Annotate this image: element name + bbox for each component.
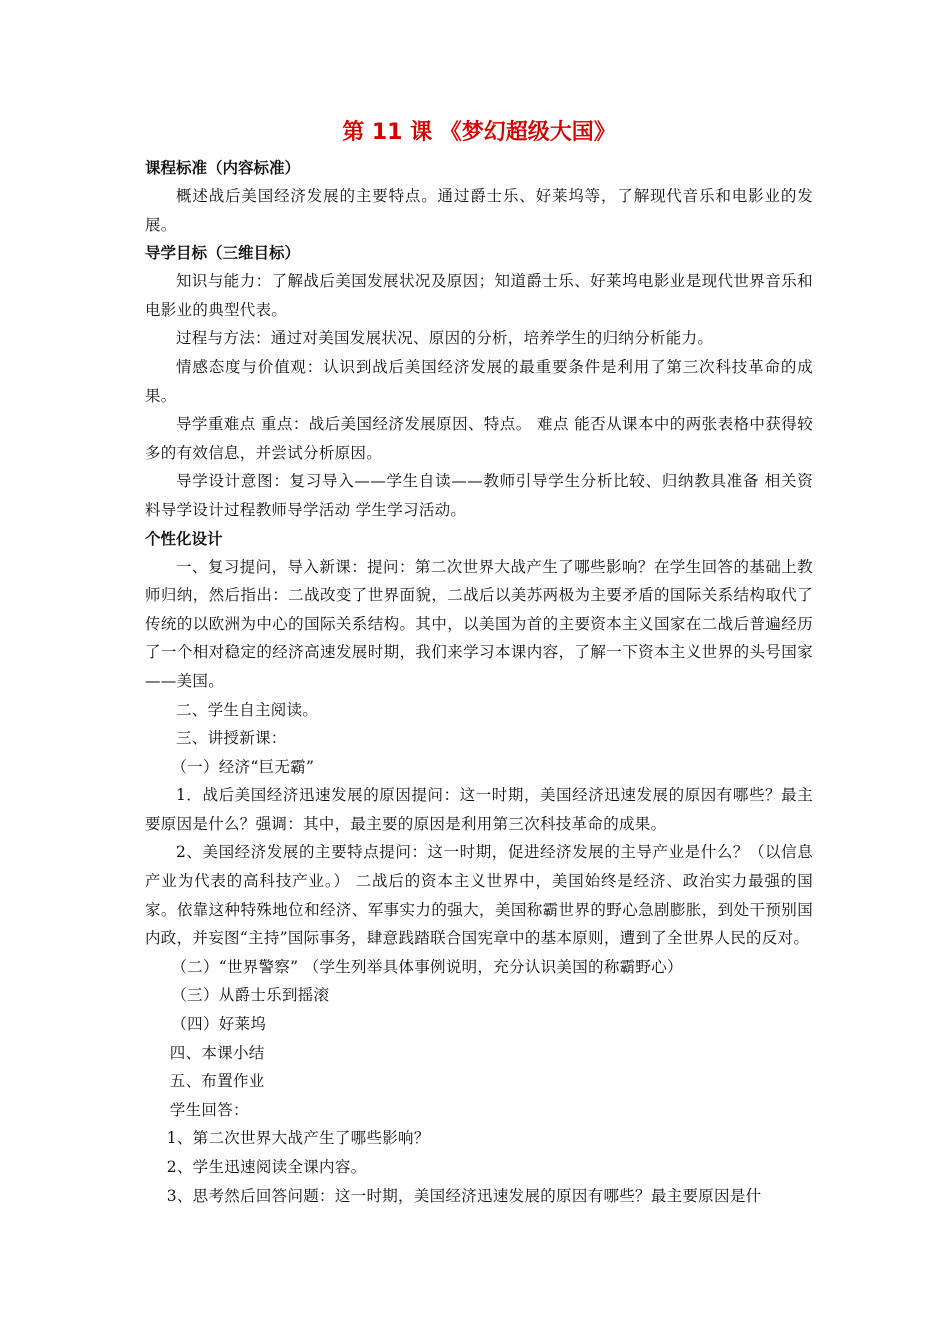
design-subheading-jazz: （三）从爵士乐到摇滚 bbox=[171, 986, 330, 1005]
lesson-title: 第 11 课 《梦幻超级大国》 bbox=[342, 120, 616, 145]
design-paragraph-features: 2、美国经济发展的主要特点提问：这一时期，促进经济发展的主导产业是什么？（以信息产业为代表的高科技产业。） 二战后的资本主义世界中，美国始终是经济、政治实力最强的国家。依靠这种特殊地位和经济、军事实力的强大，美国称霸世界的野心急剧膨胀，到处干预别国内政，并妄图“主持”国际事务，肆意践踏联合国宪章中的基本原则，遭到了全世界人民的反对。 bbox=[145, 843, 813, 948]
goals-paragraph-intent: 导学设计意图：复习导入——学生自读——教师引导学生分析比较、归纳教具准备 相关资料导学设计过程教师导学活动 学生学习活动。 bbox=[145, 472, 813, 519]
design-paragraph-review: 一、复习提问，导入新课：提问：第二次世界大战产生了哪些影响？在学生回答的基础上教师归纳，然后指出：二战改变了世界面貌，二战后以美苏两极为主要矛盾的国际关系结构取代了传统的以欧洲为中心的国际关系结构。其中，以美国为首的主要资本主义国家在二战后普遍经历了一个相对稳定的经济高速发展时期，我们来学习本课内容，了解一下资本主义世界的头号国家——美国。 bbox=[145, 557, 813, 690]
design-answer-item-1: 1、第二次世界大战产生了哪些影响？ bbox=[166, 1129, 430, 1148]
section-heading-design: 个性化设计 bbox=[145, 529, 223, 548]
section-heading-standard: 课程标准（内容标准） bbox=[145, 159, 301, 177]
design-paragraph-reasons: 1．战后美国经济迅速发展的原因提问：这一时期，美国经济迅速发展的原因有哪些？最主要原因是什么？强调：其中，最主要的原因是利用第三次科技革命的成果。 bbox=[145, 786, 813, 833]
design-subheading-police: （二）“世界警察” （学生列举具体事例说明，充分认识美国的称霸野心） bbox=[171, 957, 683, 976]
design-answer-item-2: 2、学生迅速阅读全课内容。 bbox=[166, 1158, 367, 1176]
design-paragraph-summary: 四、本课小结 bbox=[169, 1043, 265, 1062]
design-paragraph-reading: 二、学生自主阅读。 bbox=[176, 700, 319, 719]
design-answer-item-3: 3、思考然后回答问题：这一时期，美国经济迅速发展的原因有哪些？最主要原因是什 bbox=[166, 1186, 762, 1205]
standard-paragraph: 概述战后美国经济发展的主要特点。通过爵士乐、好莱坞等，了解现代音乐和电影业的发展。 bbox=[145, 187, 813, 234]
design-subheading-hollywood: （四）好莱坞 bbox=[171, 1015, 267, 1034]
design-paragraph-student-answer: 学生回答： bbox=[169, 1100, 249, 1119]
document-page bbox=[145, 118, 813, 1210]
goals-paragraph-process: 过程与方法：通过对美国发展状况、原因的分析，培养学生的归纳分析能力。 bbox=[176, 329, 714, 348]
goals-paragraph-knowledge: 知识与能力：了解战后美国发展状况及原因；知道爵士乐、好莱坞电影业是现代世界音乐和电影业的典型代表。 bbox=[145, 272, 813, 319]
design-subheading-economy: （一）经济“巨无霸” bbox=[171, 757, 315, 776]
goals-paragraph-emotion: 情感态度与价值观：认识到战后美国经济发展的最重要条件是利用了第三次科技革命的成果。 bbox=[145, 357, 813, 405]
design-paragraph-new-lesson: 三、讲授新课： bbox=[176, 729, 287, 748]
design-paragraph-homework: 五、布置作业 bbox=[169, 1072, 265, 1091]
goals-paragraph-keypoints: 导学重难点 重点：战后美国经济发展原因、特点。 难点 能否从课本中的两张表格中获得较多的有效信息，并尝试分析原因。 bbox=[145, 415, 813, 462]
section-heading-goals: 导学目标（三维目标） bbox=[145, 244, 301, 263]
